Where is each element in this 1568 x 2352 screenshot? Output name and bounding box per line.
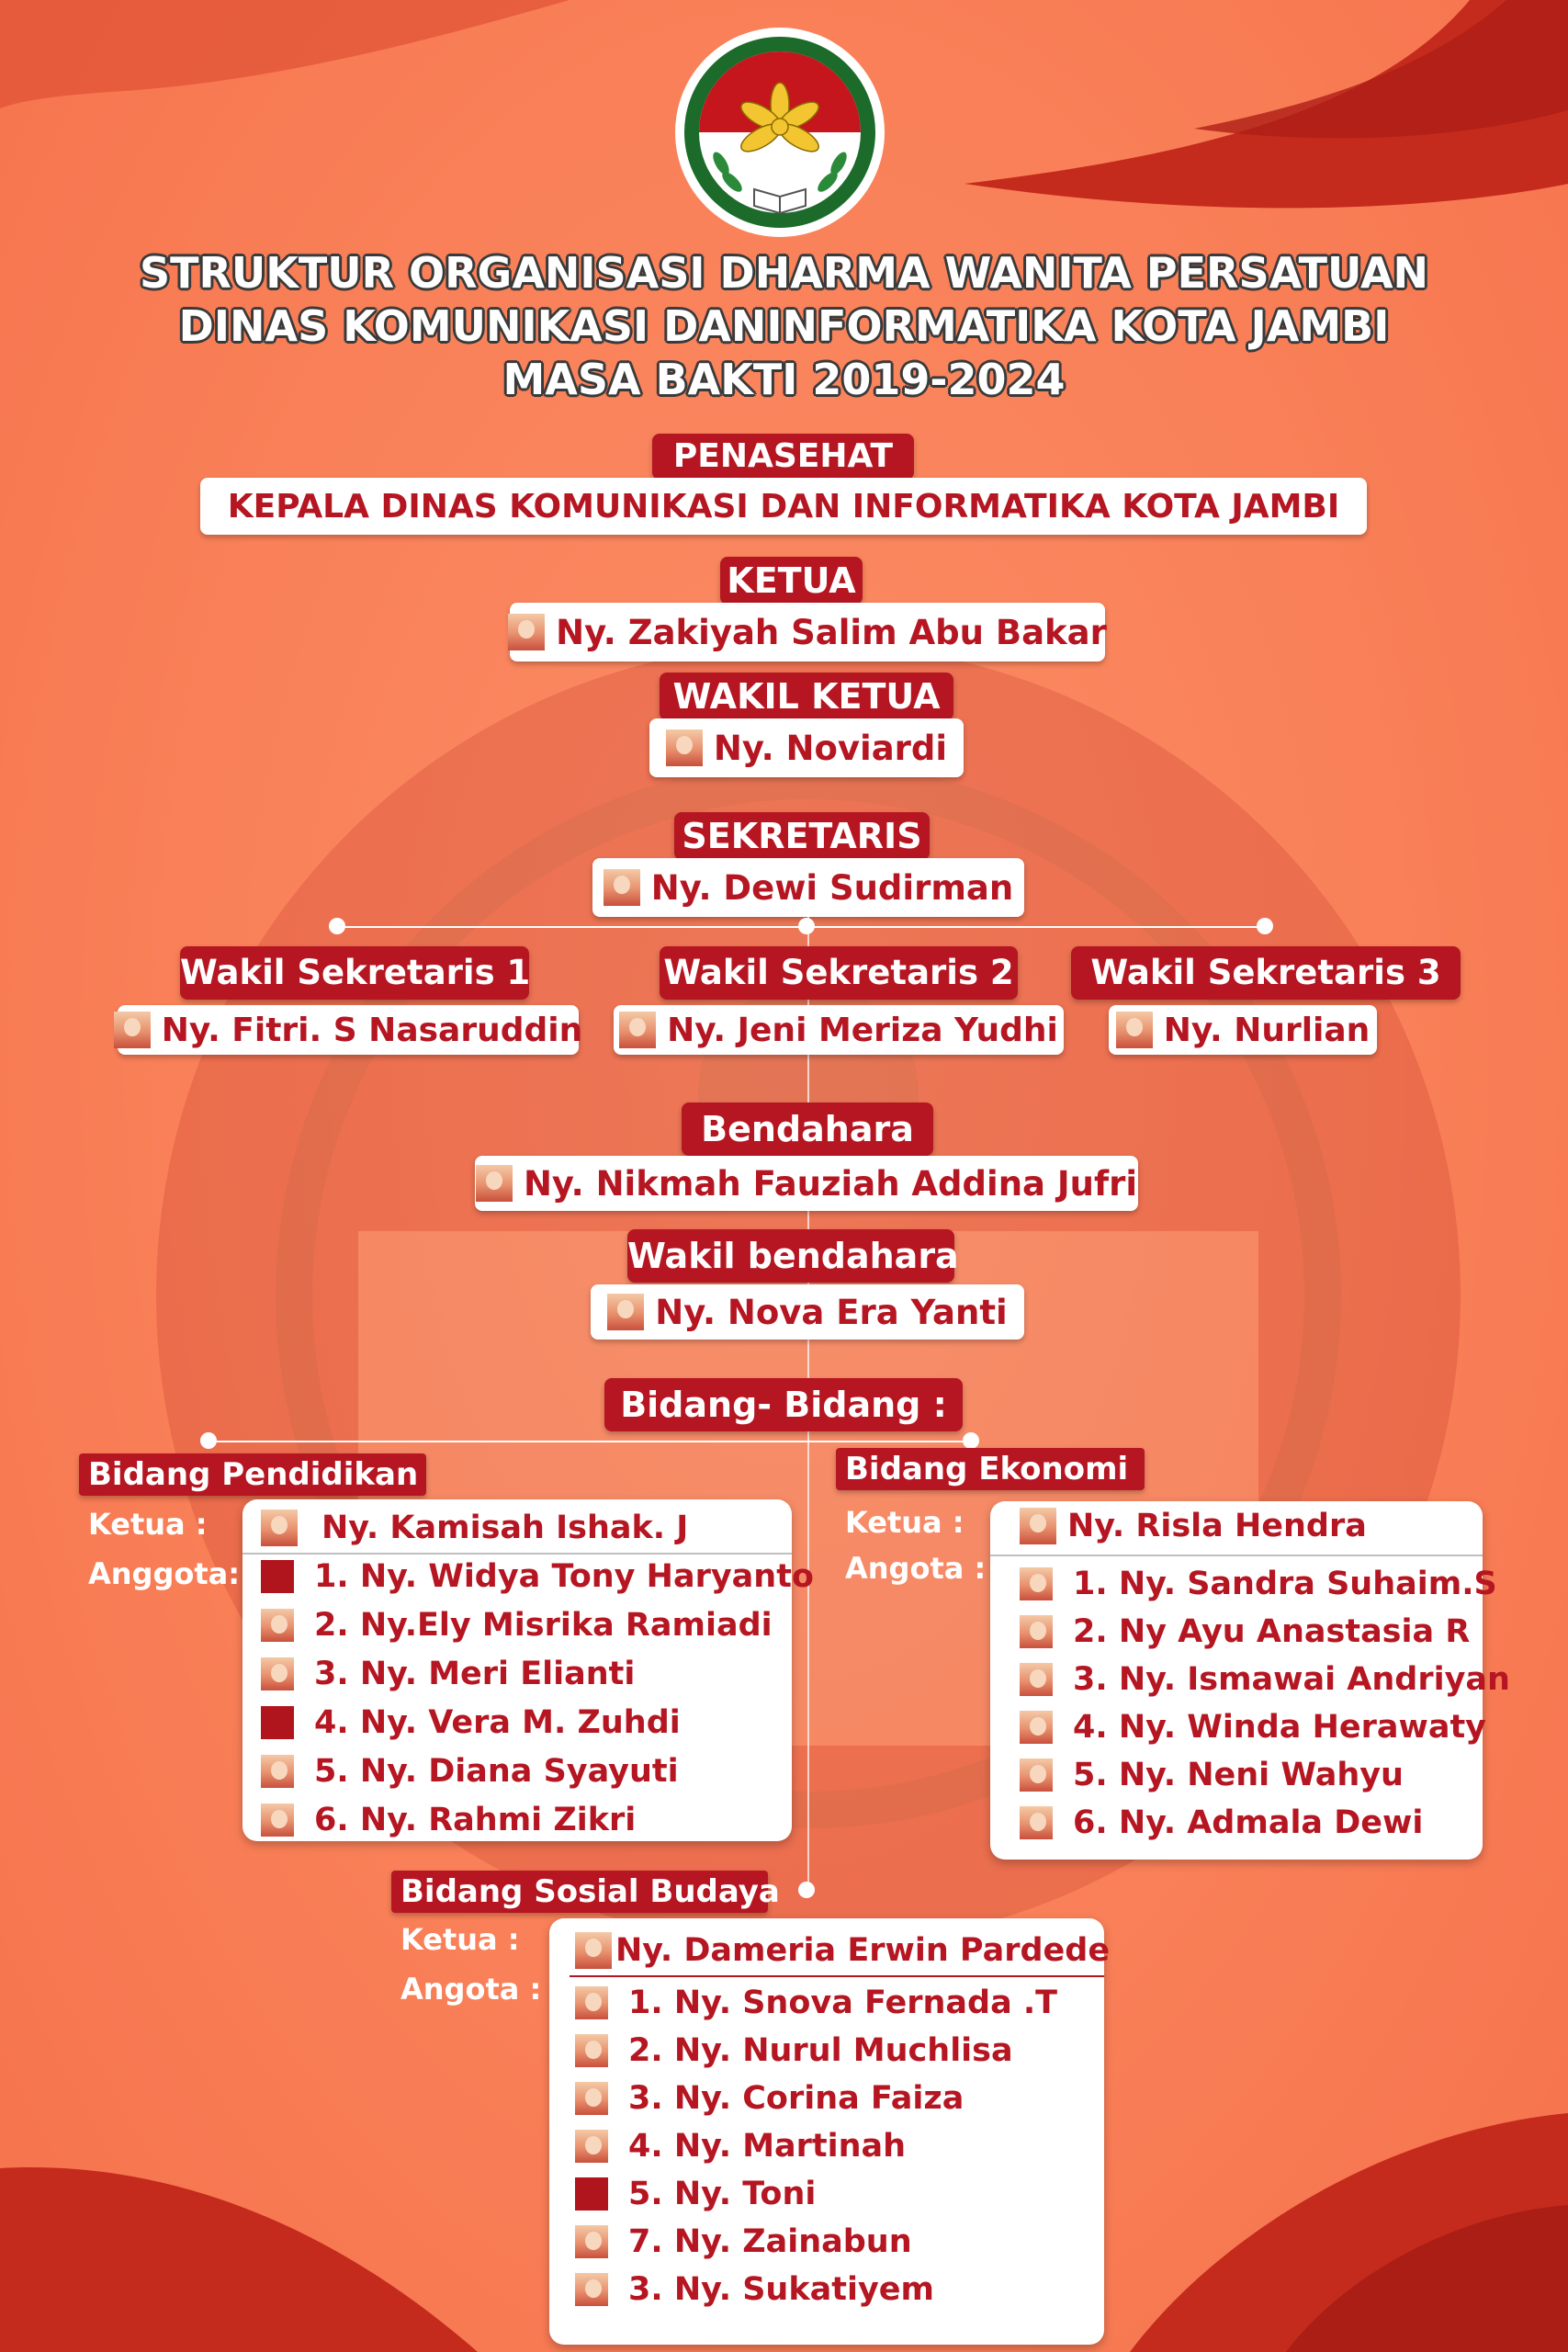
sosial-anggota-row bbox=[575, 1983, 1057, 2023]
title-line-1: STRUKTUR ORGANISASI DHARMA WANITA PERSATUAN bbox=[139, 248, 1429, 298]
ekonomi-anggota-row bbox=[1020, 1755, 1404, 1795]
ekonomi-anggota-photo-icon bbox=[1020, 1615, 1053, 1648]
bendahara-photo-icon bbox=[476, 1165, 513, 1202]
pendidikan-ketua-row bbox=[261, 1507, 688, 1549]
connector-bidang-h bbox=[209, 1441, 977, 1442]
wakil-sekretaris-2-name: Ny. Jeni Meriza Yudhi bbox=[667, 1011, 1058, 1049]
ekonomi-ketua-photo-icon bbox=[1020, 1508, 1056, 1544]
pendidikan-anggota-row bbox=[261, 1556, 814, 1597]
pendidikan-anggota-photo-icon bbox=[261, 1706, 294, 1739]
bidang-bidang-label: Bidang- Bidang : bbox=[604, 1378, 963, 1431]
sekretaris-name-box bbox=[592, 858, 1024, 917]
pendidikan-anggota-row bbox=[261, 1605, 773, 1645]
sosial-ketua-name: Ny. Dameria Erwin Pardede bbox=[615, 1932, 1111, 1969]
sosial-anggota-label: Angota : bbox=[400, 1972, 542, 2007]
bidang-pendidikan-title: Bidang Pendidikan bbox=[79, 1453, 426, 1496]
sosial-ketua-photo-icon bbox=[575, 1932, 612, 1969]
ekonomi-anggota-row bbox=[1020, 1803, 1423, 1843]
sosial-anggota-row bbox=[575, 2078, 964, 2119]
wakil-ketua-label: WAKIL KETUA bbox=[660, 673, 953, 720]
ekonomi-anggota-name: 1. Ny. Sandra Suhaim.S bbox=[1073, 1566, 1497, 1602]
bendahara-name: Ny. Nikmah Fauziah Addina Jufri bbox=[523, 1163, 1138, 1204]
ekonomi-ketua-label: Ketua : bbox=[845, 1505, 964, 1540]
pendidikan-anggota-row bbox=[261, 1751, 679, 1792]
sosial-anggota-name: 3. Ny. Sukatiyem bbox=[628, 2271, 934, 2308]
bidang-sosial-title: Bidang Sosial Budaya bbox=[391, 1871, 768, 1913]
sosial-anggota-name: 5. Ny. Toni bbox=[628, 2176, 817, 2212]
wakil-sekretaris-3-name: Ny. Nurlian bbox=[1163, 1011, 1371, 1049]
ekonomi-anggota-name: 4. Ny. Winda Herawaty bbox=[1073, 1709, 1486, 1746]
penasehat-label: PENASEHAT bbox=[652, 434, 914, 480]
ekonomi-ketua-name: Ny. Risla Hendra bbox=[1067, 1508, 1367, 1544]
sosial-anggota-photo-icon bbox=[575, 2034, 608, 2067]
sosial-anggota-row bbox=[575, 2030, 1013, 2071]
pendidikan-ketua-name: Ny. Kamisah Ishak. J bbox=[321, 1510, 689, 1546]
wakil-bendahara-name: Ny. Nova Era Yanti bbox=[655, 1292, 1008, 1332]
wakil-sekretaris-3-label: Wakil Sekretaris 3 bbox=[1071, 946, 1461, 1000]
sosial-anggota-name: 7. Ny. Zainabun bbox=[628, 2223, 912, 2260]
pendidikan-anggota-name: 4. Ny. Vera M. Zuhdi bbox=[314, 1704, 681, 1741]
pendidikan-ketua-photo-icon bbox=[261, 1510, 298, 1546]
pendidikan-anggota-name: 1. Ny. Widya Tony Haryanto bbox=[314, 1558, 814, 1595]
ekonomi-anggota-photo-icon bbox=[1020, 1567, 1053, 1600]
sosial-anggota-row bbox=[575, 2222, 912, 2262]
pendidikan-anggota-name: 2. Ny.Ely Misrika Ramiadi bbox=[314, 1607, 773, 1644]
wakil-sekretaris-3-name-box bbox=[1109, 1005, 1377, 1055]
wakil-bendahara-photo-icon bbox=[607, 1294, 644, 1330]
connector-dot-pendidikan bbox=[200, 1432, 217, 1449]
pendidikan-anggota-photo-icon bbox=[261, 1560, 294, 1593]
wakil-sekretaris-1-name-box bbox=[118, 1005, 583, 1055]
sosial-anggota-name: 2. Ny. Nurul Muchlisa bbox=[628, 2032, 1013, 2069]
pendidikan-anggota-name: 5. Ny. Diana Syayuti bbox=[314, 1753, 679, 1790]
pendidikan-anggota-photo-icon bbox=[261, 1755, 294, 1788]
sosial-anggota-photo-icon bbox=[575, 2225, 608, 2258]
wakil-ketua-name-box bbox=[649, 718, 964, 777]
pendidikan-anggota-label: Anggota: bbox=[88, 1556, 241, 1591]
ekonomi-anggota-photo-icon bbox=[1020, 1711, 1053, 1744]
connector-dot-center bbox=[798, 918, 815, 934]
connector-dot-left bbox=[329, 918, 345, 934]
ekonomi-anggota-name: 5. Ny. Neni Wahyu bbox=[1073, 1757, 1404, 1793]
pendidikan-anggota-name: 3. Ny. Meri Elianti bbox=[314, 1656, 636, 1692]
wakil-bendahara-label: Wakil bendahara bbox=[627, 1229, 954, 1283]
ekonomi-anggota-photo-icon bbox=[1020, 1758, 1053, 1792]
sosial-anggota-row bbox=[575, 2269, 934, 2310]
sekretaris-name: Ny. Dewi Sudirman bbox=[650, 867, 1014, 908]
penasehat-name: KEPALA DINAS KOMUNIKASI DAN INFORMATIKA KOTA JAMBI bbox=[200, 478, 1367, 535]
wakil-sekretaris-1-name: Ny. Fitri. S Nasaruddin bbox=[161, 1011, 583, 1049]
ekonomi-anggota-name: 6. Ny. Admala Dewi bbox=[1073, 1804, 1424, 1841]
wakil-sekretaris-2-label: Wakil Sekretaris 2 bbox=[660, 946, 1018, 1000]
pendidikan-anggota-photo-icon bbox=[261, 1657, 294, 1690]
ketua-label: KETUA bbox=[720, 557, 863, 605]
connector-dot-sosial bbox=[798, 1882, 815, 1898]
pendidikan-anggota-row bbox=[261, 1654, 635, 1694]
sosial-anggota-name: 3. Ny. Corina Faiza bbox=[628, 2080, 964, 2117]
wakil-bendahara-name-box bbox=[591, 1284, 1024, 1340]
sosial-anggota-photo-icon bbox=[575, 2082, 608, 2115]
sosial-ketua-label: Ketua : bbox=[400, 1922, 520, 1957]
wakil-sekretaris-1-label: Wakil Sekretaris 1 bbox=[180, 946, 529, 1000]
bendahara-name-box bbox=[475, 1156, 1138, 1211]
wakil-ketua-photo-icon bbox=[666, 729, 703, 766]
ketua-photo-icon bbox=[508, 614, 545, 650]
sosial-anggota-photo-icon bbox=[575, 2177, 608, 2211]
wakil-sekretaris-2-name-box bbox=[614, 1005, 1064, 1055]
ekonomi-anggota-photo-icon bbox=[1020, 1806, 1053, 1839]
pendidikan-anggota-photo-icon bbox=[261, 1804, 294, 1837]
wakil-ketua-name: Ny. Noviardi bbox=[713, 728, 948, 768]
ekonomi-ketua-row bbox=[1020, 1505, 1367, 1547]
ketua-name: Ny. Zakiyah Salim Abu Bakar bbox=[556, 612, 1107, 652]
sosial-anggota-photo-icon bbox=[575, 2130, 608, 2163]
pendidikan-divider bbox=[243, 1553, 792, 1555]
bendahara-label: Bendahara bbox=[682, 1102, 933, 1156]
sosial-anggota-row bbox=[575, 2174, 816, 2214]
poster-title bbox=[0, 246, 1568, 406]
connector-dot-ekonomi bbox=[963, 1432, 979, 1449]
sosial-anggota-row bbox=[575, 2126, 906, 2166]
sosial-anggota-photo-icon bbox=[575, 1986, 608, 2019]
wakil-sekretaris-3-photo-icon bbox=[1116, 1012, 1153, 1048]
ekonomi-anggota-row bbox=[1020, 1611, 1470, 1652]
sekretaris-photo-icon bbox=[604, 869, 640, 906]
pendidikan-anggota-row bbox=[261, 1702, 681, 1743]
pendidikan-anggota-photo-icon bbox=[261, 1609, 294, 1642]
pendidikan-anggota-row bbox=[261, 1800, 636, 1840]
wakil-sekretaris-1-photo-icon bbox=[114, 1012, 151, 1048]
sekretaris-label: SEKRETARIS bbox=[674, 812, 930, 860]
title-line-2: DINAS KOMUNIKASI DANINFORMATIKA KOTA JAMBI bbox=[178, 301, 1390, 351]
ekonomi-anggota-name: 2. Ny Ayu Anastasia R bbox=[1073, 1613, 1471, 1650]
ekonomi-anggota-row bbox=[1020, 1707, 1486, 1747]
ekonomi-anggota-row bbox=[1020, 1659, 1510, 1700]
pendidikan-ketua-label: Ketua : bbox=[88, 1507, 208, 1542]
ekonomi-anggota-row bbox=[1020, 1564, 1497, 1604]
pendidikan-anggota-name: 6. Ny. Rahmi Zikri bbox=[314, 1802, 637, 1838]
sosial-ketua-row bbox=[575, 1929, 1110, 1972]
sosial-anggota-photo-icon bbox=[575, 2273, 608, 2306]
ekonomi-divider bbox=[990, 1555, 1483, 1556]
ekonomi-anggota-label: Angota : bbox=[845, 1551, 987, 1586]
dharma-wanita-emblem bbox=[673, 26, 886, 239]
ekonomi-anggota-name: 3. Ny. Ismawai Andriyan bbox=[1073, 1661, 1510, 1698]
sosial-divider bbox=[570, 1975, 1104, 1977]
ekonomi-anggota-photo-icon bbox=[1020, 1663, 1053, 1696]
title-line-3: MASA BAKTI 2019-2024 bbox=[502, 355, 1066, 404]
sosial-anggota-name: 1. Ny. Snova Fernada .T bbox=[628, 1984, 1058, 2021]
ketua-name-box bbox=[510, 603, 1105, 662]
bidang-ekonomi-title: Bidang Ekonomi bbox=[836, 1448, 1145, 1490]
wakil-sekretaris-2-photo-icon bbox=[619, 1012, 656, 1048]
sosial-anggota-name: 4. Ny. Martinah bbox=[628, 2128, 907, 2165]
connector-dot-right bbox=[1257, 918, 1273, 934]
